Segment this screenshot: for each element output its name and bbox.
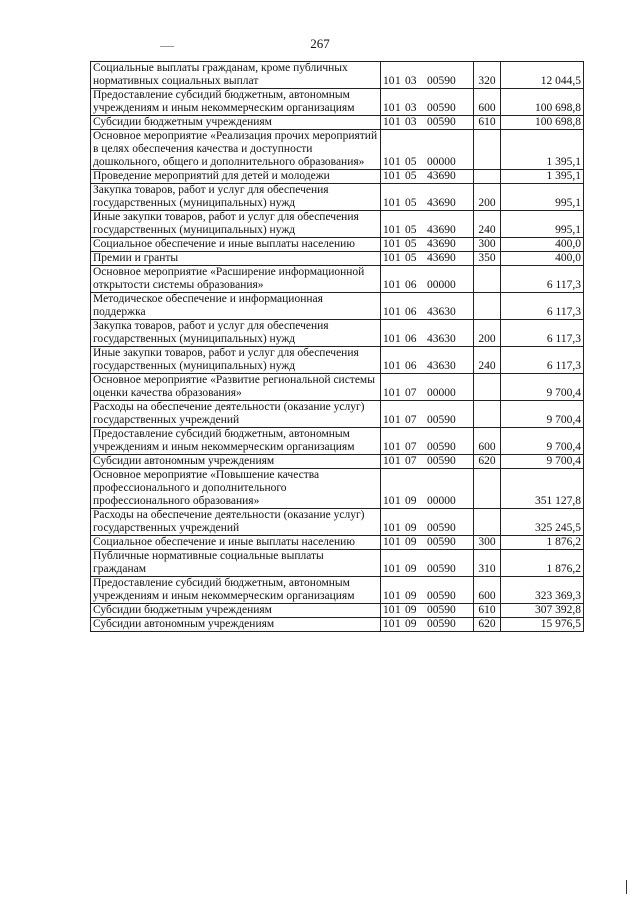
code-segment: 1 [395,618,401,630]
row-name-cell: Методическое обеспечение и информационная поддержка [91,293,381,320]
row-amount-cell: 400,0 [501,252,584,266]
code-segment: 10 [383,604,395,616]
code-segment: 09 [405,590,417,602]
code-segment: 05 [405,197,417,209]
row-name-cell: Субсидии бюджетным учреждениям [91,116,381,130]
row-name-cell: Основное мероприятие «Расширение информационной открытости системы образования» [91,266,381,293]
row-vr-cell: 320 [474,62,501,89]
code-segment: 10 [383,455,395,467]
code-segment: 00590 [427,102,456,114]
row-code-cell [381,170,474,184]
table-row [91,252,584,266]
code-segment: 00000 [427,279,456,291]
code-segment: 43690 [427,224,456,236]
row-name-cell: Расходы на обеспечение деятельности (оказание услуг) государственных учреждений [91,401,381,428]
row-vr-cell: 620 [474,618,501,632]
code-segment: 1 [395,102,401,114]
code-segment: 00590 [427,590,456,602]
code-segment: 10 [383,563,395,575]
row-vr-cell [474,266,501,293]
code-segment: 1 [395,441,401,453]
row-amount-cell: 9 700,4 [501,401,584,428]
row-code-cell [381,347,474,374]
code-segment: 1 [395,455,401,467]
row-name-cell: Предоставление субсидий бюджетным, автономным учреждениям и иным некоммерческим организациям [91,89,381,116]
row-name-cell: Закупка товаров, работ и услуг для обеспечения государственных (муниципальных) нужд [91,320,381,347]
code-segment: 09 [405,618,417,630]
table-row [91,577,584,604]
row-vr-cell [474,509,501,536]
code-segment: 00000 [427,495,456,507]
code-segment: 00590 [427,536,456,548]
code-segment: 00590 [427,455,456,467]
code-segment: 1 [395,414,401,426]
code-segment: 1 [395,333,401,345]
row-amount-cell: 6 117,3 [501,347,584,374]
code-segment: 10 [383,75,395,87]
code-segment: 10 [383,279,395,291]
code-segment: 00590 [427,604,456,616]
code-segment: 00000 [427,156,456,168]
code-segment: 05 [405,238,417,250]
code-segment: 10 [383,170,395,182]
code-segment: 03 [405,102,417,114]
code-segment: 10 [383,522,395,534]
code-segment: 05 [405,252,417,264]
row-amount-cell: 9 700,4 [501,455,584,469]
row-code-cell [381,509,474,536]
row-vr-cell: 610 [474,604,501,618]
row-code-cell [381,374,474,401]
code-segment: 1 [395,279,401,291]
row-code-cell [381,293,474,320]
code-segment: 10 [383,238,395,250]
row-code-cell [381,618,474,632]
row-code-cell [381,266,474,293]
row-vr-cell [474,469,501,509]
row-vr-cell [474,130,501,170]
table-row [91,469,584,509]
table-row [91,116,584,130]
row-vr-cell: 600 [474,577,501,604]
code-segment: 1 [395,116,401,128]
code-segment: 10 [383,102,395,114]
table-row [91,618,584,632]
table-row [91,509,584,536]
row-amount-cell: 1 395,1 [501,170,584,184]
row-code-cell [381,116,474,130]
table-row [91,184,584,211]
table-row [91,293,584,320]
row-code-cell [381,62,474,89]
table-row [91,130,584,170]
code-segment: 06 [405,279,417,291]
code-segment: 05 [405,156,417,168]
code-segment: 10 [383,387,395,399]
row-amount-cell: 995,1 [501,211,584,238]
code-segment: 09 [405,604,417,616]
row-vr-cell [474,170,501,184]
row-name-cell: Социальные выплаты гражданам, кроме публичных нормативных социальных выплат [91,62,381,89]
row-vr-cell: 610 [474,116,501,130]
table-row [91,266,584,293]
row-code-cell [381,577,474,604]
budget-table [90,61,584,632]
code-segment: 1 [395,252,401,264]
row-amount-cell: 325 245,5 [501,509,584,536]
row-code-cell [381,469,474,509]
code-segment: 09 [405,563,417,575]
row-name-cell: Субсидии бюджетным учреждениям [91,604,381,618]
code-segment: 10 [383,333,395,345]
row-vr-cell [474,374,501,401]
code-segment: 1 [395,590,401,602]
code-segment: 1 [395,360,401,372]
code-segment: 10 [383,590,395,602]
row-amount-cell: 100 698,8 [501,89,584,116]
code-segment: 43690 [427,252,456,264]
row-amount-cell: 400,0 [501,238,584,252]
code-segment: 10 [383,156,395,168]
code-segment: 10 [383,224,395,236]
budget-table-body [91,62,584,632]
row-code-cell [381,550,474,577]
code-segment: 1 [395,522,401,534]
row-vr-cell: 600 [474,89,501,116]
row-code-cell [381,320,474,347]
row-amount-cell: 6 117,3 [501,320,584,347]
code-segment: 1 [395,75,401,87]
table-row [91,401,584,428]
code-segment: 00590 [427,414,456,426]
row-name-cell: Основное мероприятие «Реализация прочих мероприятий в целях обеспечения качества и доступности дошкольного, общего и дополнительного образования» [91,130,381,170]
row-amount-cell: 9 700,4 [501,428,584,455]
row-code-cell [381,401,474,428]
code-segment: 1 [395,238,401,250]
table-row [91,89,584,116]
row-vr-cell: 350 [474,252,501,266]
row-amount-cell: 1 876,2 [501,550,584,577]
code-segment: 10 [383,116,395,128]
row-code-cell [381,89,474,116]
scan-artifact [160,46,174,47]
table-row [91,211,584,238]
row-name-cell: Иные закупки товаров, работ и услуг для обеспечения государственных (муниципальных) нужд [91,211,381,238]
code-segment: 10 [383,414,395,426]
code-segment: 06 [405,360,417,372]
code-segment: 1 [395,387,401,399]
row-amount-cell: 995,1 [501,184,584,211]
row-name-cell: Расходы на обеспечение деятельности (оказание услуг) государственных учреждений [91,509,381,536]
row-code-cell [381,211,474,238]
code-segment: 00590 [427,116,456,128]
code-segment: 10 [383,495,395,507]
code-segment: 10 [383,306,395,318]
row-name-cell: Премии и гранты [91,252,381,266]
code-segment: 00590 [427,522,456,534]
table-row [91,536,584,550]
row-code-cell [381,184,474,211]
row-name-cell: Иные закупки товаров, работ и услуг для обеспечения государственных (муниципальных) нужд [91,347,381,374]
code-segment: 03 [405,116,417,128]
table-row [91,550,584,577]
code-segment: 00590 [427,618,456,630]
code-segment: 43690 [427,197,456,209]
code-segment: 1 [395,156,401,168]
row-amount-cell: 6 117,3 [501,293,584,320]
row-name-cell: Основное мероприятие «Развитие региональной системы оценки качества образования» [91,374,381,401]
row-name-cell: Социальное обеспечение и иные выплаты населению [91,536,381,550]
row-amount-cell: 307 392,8 [501,604,584,618]
row-vr-cell [474,401,501,428]
code-segment: 1 [395,563,401,575]
code-segment: 07 [405,414,417,426]
row-vr-cell: 300 [474,238,501,252]
row-amount-cell: 1 395,1 [501,130,584,170]
page-number: 267 [310,36,330,51]
code-segment: 1 [395,170,401,182]
code-segment: 05 [405,170,417,182]
code-segment: 1 [395,197,401,209]
row-code-cell [381,428,474,455]
code-segment: 10 [383,197,395,209]
row-vr-cell: 300 [474,536,501,550]
row-vr-cell: 240 [474,347,501,374]
row-amount-cell: 351 127,8 [501,469,584,509]
row-name-cell: Субсидии автономным учреждениям [91,455,381,469]
code-segment: 1 [395,224,401,236]
row-name-cell: Предоставление субсидий бюджетным, автономным учреждениям и иным некоммерческим организациям [91,428,381,455]
row-name-cell: Проведение мероприятий для детей и молодежи [91,170,381,184]
row-code-cell [381,238,474,252]
code-segment: 43630 [427,333,456,345]
row-vr-cell: 620 [474,455,501,469]
row-code-cell [381,604,474,618]
code-segment: 00590 [427,441,456,453]
code-segment: 06 [405,333,417,345]
code-segment: 00590 [427,75,456,87]
row-name-cell: Публичные нормативные социальные выплаты гражданам [91,550,381,577]
code-segment: 09 [405,522,417,534]
table-row [91,238,584,252]
code-segment: 43690 [427,238,456,250]
row-code-cell [381,252,474,266]
code-segment: 05 [405,224,417,236]
row-name-cell: Закупка товаров, работ и услуг для обеспечения государственных (муниципальных) нужд [91,184,381,211]
row-vr-cell: 200 [474,320,501,347]
row-vr-cell: 310 [474,550,501,577]
row-amount-cell: 100 698,8 [501,116,584,130]
row-amount-cell: 1 876,2 [501,536,584,550]
code-segment: 10 [383,536,395,548]
row-amount-cell: 15 976,5 [501,618,584,632]
row-vr-cell [474,293,501,320]
code-segment: 07 [405,455,417,467]
table-row [91,347,584,374]
row-code-cell [381,536,474,550]
table-row [91,62,584,89]
row-amount-cell: 12 044,5 [501,62,584,89]
row-code-cell [381,455,474,469]
code-segment: 07 [405,387,417,399]
row-amount-cell: 9 700,4 [501,374,584,401]
code-segment: 06 [405,306,417,318]
row-name-cell: Основное мероприятие «Повышение качества профессионального и дополнительного профессионального образования» [91,469,381,509]
code-segment: 1 [395,495,401,507]
code-segment: 43630 [427,306,456,318]
row-vr-cell: 200 [474,184,501,211]
row-amount-cell: 323 369,3 [501,577,584,604]
table-row [91,320,584,347]
code-segment: 1 [395,604,401,616]
code-segment: 09 [405,495,417,507]
table-row [91,170,584,184]
table-row [91,428,584,455]
table-row [91,374,584,401]
code-segment: 00590 [427,563,456,575]
row-vr-cell: 600 [474,428,501,455]
row-name-cell: Социальное обеспечение и иные выплаты населению [91,238,381,252]
code-segment: 03 [405,75,417,87]
code-segment: 43630 [427,360,456,372]
code-segment: 07 [405,441,417,453]
row-amount-cell: 6 117,3 [501,266,584,293]
table-row [91,604,584,618]
code-segment: 00000 [427,387,456,399]
code-segment: 10 [383,618,395,630]
row-name-cell: Предоставление субсидий бюджетным, автономным учреждениям и иным некоммерческим организациям [91,577,381,604]
row-name-cell: Субсидии автономным учреждениям [91,618,381,632]
code-segment: 10 [383,252,395,264]
code-segment: 09 [405,536,417,548]
row-code-cell [381,130,474,170]
code-segment: 43690 [427,170,456,182]
table-row [91,455,584,469]
scan-edge-mark [626,880,627,894]
code-segment: 1 [395,536,401,548]
code-segment: 1 [395,306,401,318]
code-segment: 10 [383,441,395,453]
row-vr-cell: 240 [474,211,501,238]
code-segment: 10 [383,360,395,372]
